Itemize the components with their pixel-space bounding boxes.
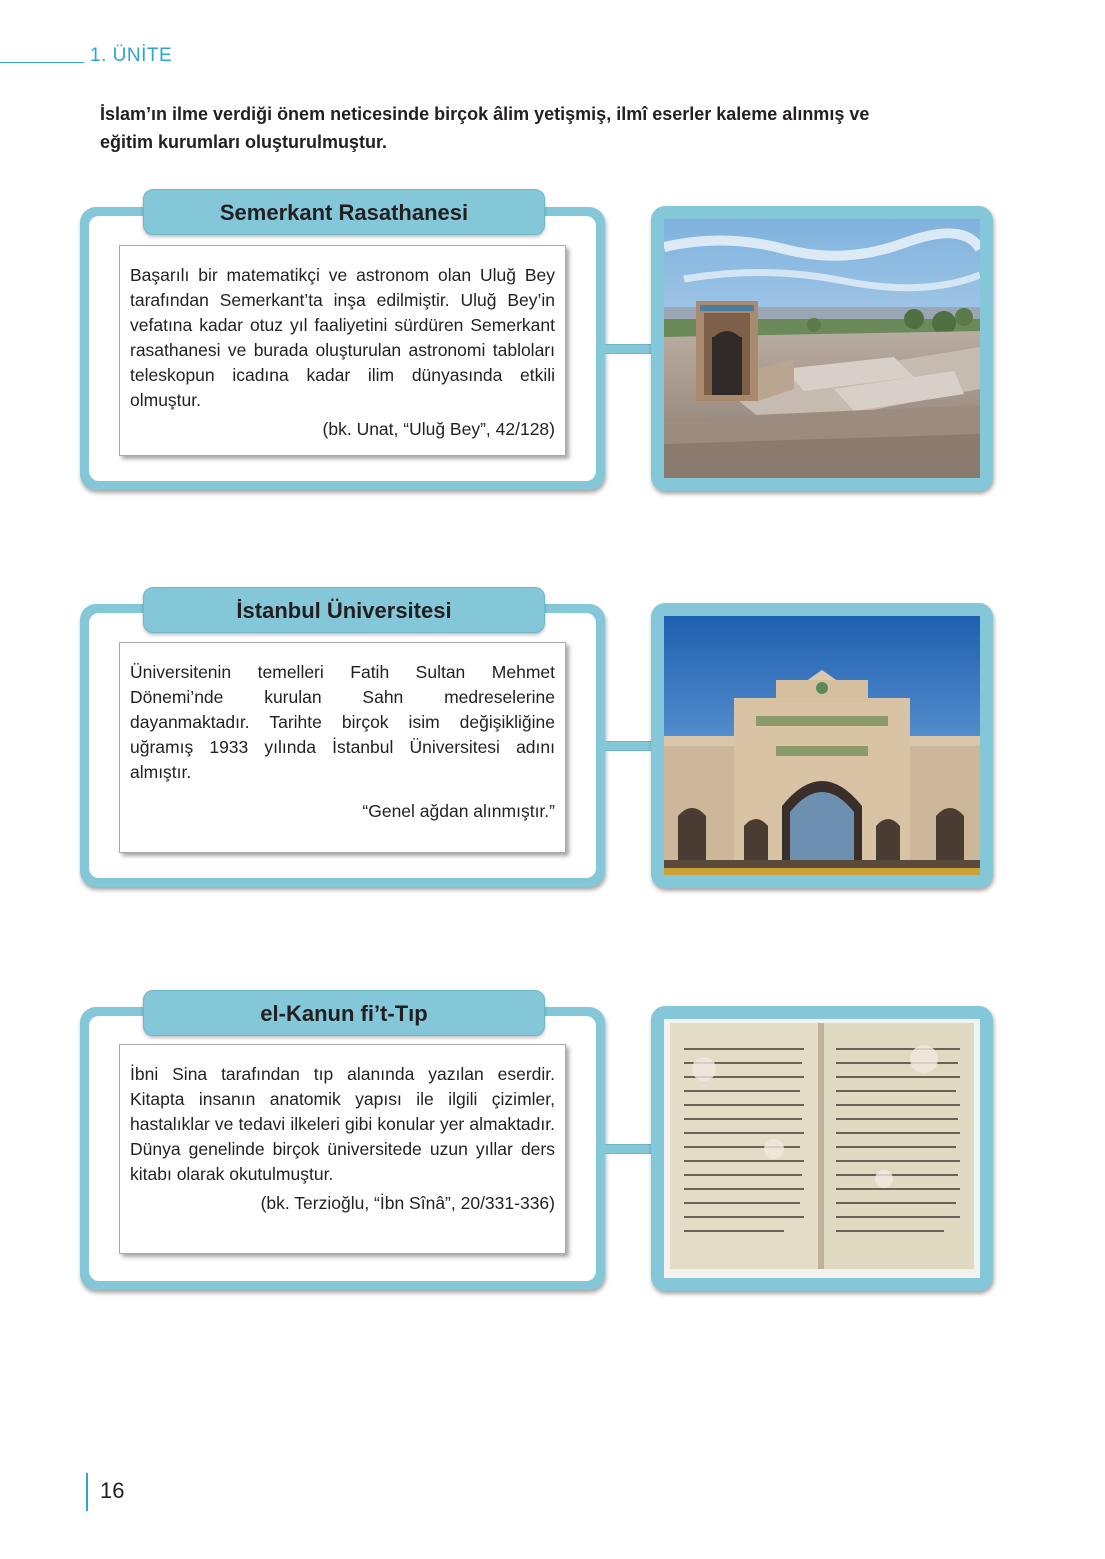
manuscript-image [664, 1019, 980, 1278]
section-source-kanun: (bk. Terzioğlu, “İbn Sînâ”, 20/331-336) [260, 1193, 555, 1213]
section-source-semerkant: (bk. Unat, “Uluğ Bey”, 42/128) [322, 419, 555, 439]
intro-line-2: eğitim kurumları oluşturulmuştur. [100, 132, 388, 152]
section-body-semerkant: Başarılı bir matematikçi ve astronom olan Uluğ Bey tarafından Semerkant’ta inşa edilmiştir. Uluğ Bey’in vefatına kadar otuz yıl faaliyetini sürdüren Semerkant rasathanesi ve burada oluşturulan astronomi tabloları teleskopun icadına kadar ilim dünyasında etkili olmuştur. [130, 265, 555, 410]
university-gate-image [664, 616, 980, 875]
section-body-istanbul: Üniversitenin temelleri Fatih Sultan Mehmet Dönemi’nde kurulan Sahn medreselerine dayanmaktadır. Tarihte birçok isim değişikliğine uğramış 1933 yılında İstanbul Üniversitesi adını almıştır. [130, 662, 555, 782]
section-title-istanbul: İstanbul Üniversitesi [143, 587, 545, 633]
image-frame-semerkant [651, 206, 993, 491]
connector-kanun [605, 1144, 651, 1154]
connector-semerkant [605, 344, 651, 354]
observatory-image [664, 219, 980, 478]
image-frame-istanbul [651, 603, 993, 888]
image-frame-kanun [651, 1006, 993, 1291]
section-source-istanbul: “Genel ağdan alınmıştır.” [362, 801, 555, 821]
page-number-bar [86, 1473, 88, 1511]
connector-istanbul [605, 741, 651, 751]
section-title-kanun: el-Kanun fi’t-Tıp [143, 990, 545, 1036]
section-body-kanun: İbni Sina tarafından tıp alanında yazılan eserdir. Kitapta insanın anatomik yapısı ile ilgili çizimler, hastalıklar ve tedavi ilkeleri gibi konular yer almaktadır. Dünya genelinde birçok üniversitede uzun yıllar ders kitabı olarak okutulmuştur. [130, 1064, 555, 1184]
page-number: 16 [100, 1478, 125, 1503]
intro-line-1: İslam’ın ilme verdiği önem neticesinde birçok âlim yetişmiş, ilmî eserler kaleme alınmış ve [100, 104, 870, 124]
unit-label: 1. ÜNİTE [90, 45, 173, 66]
intro-text [100, 100, 1020, 156]
section-text-box-semerkant [119, 245, 566, 456]
section-text-box-istanbul [119, 642, 566, 853]
unit-line [0, 62, 84, 63]
section-title-semerkant: Semerkant Rasathanesi [143, 189, 545, 235]
section-text-box-kanun [119, 1044, 566, 1254]
